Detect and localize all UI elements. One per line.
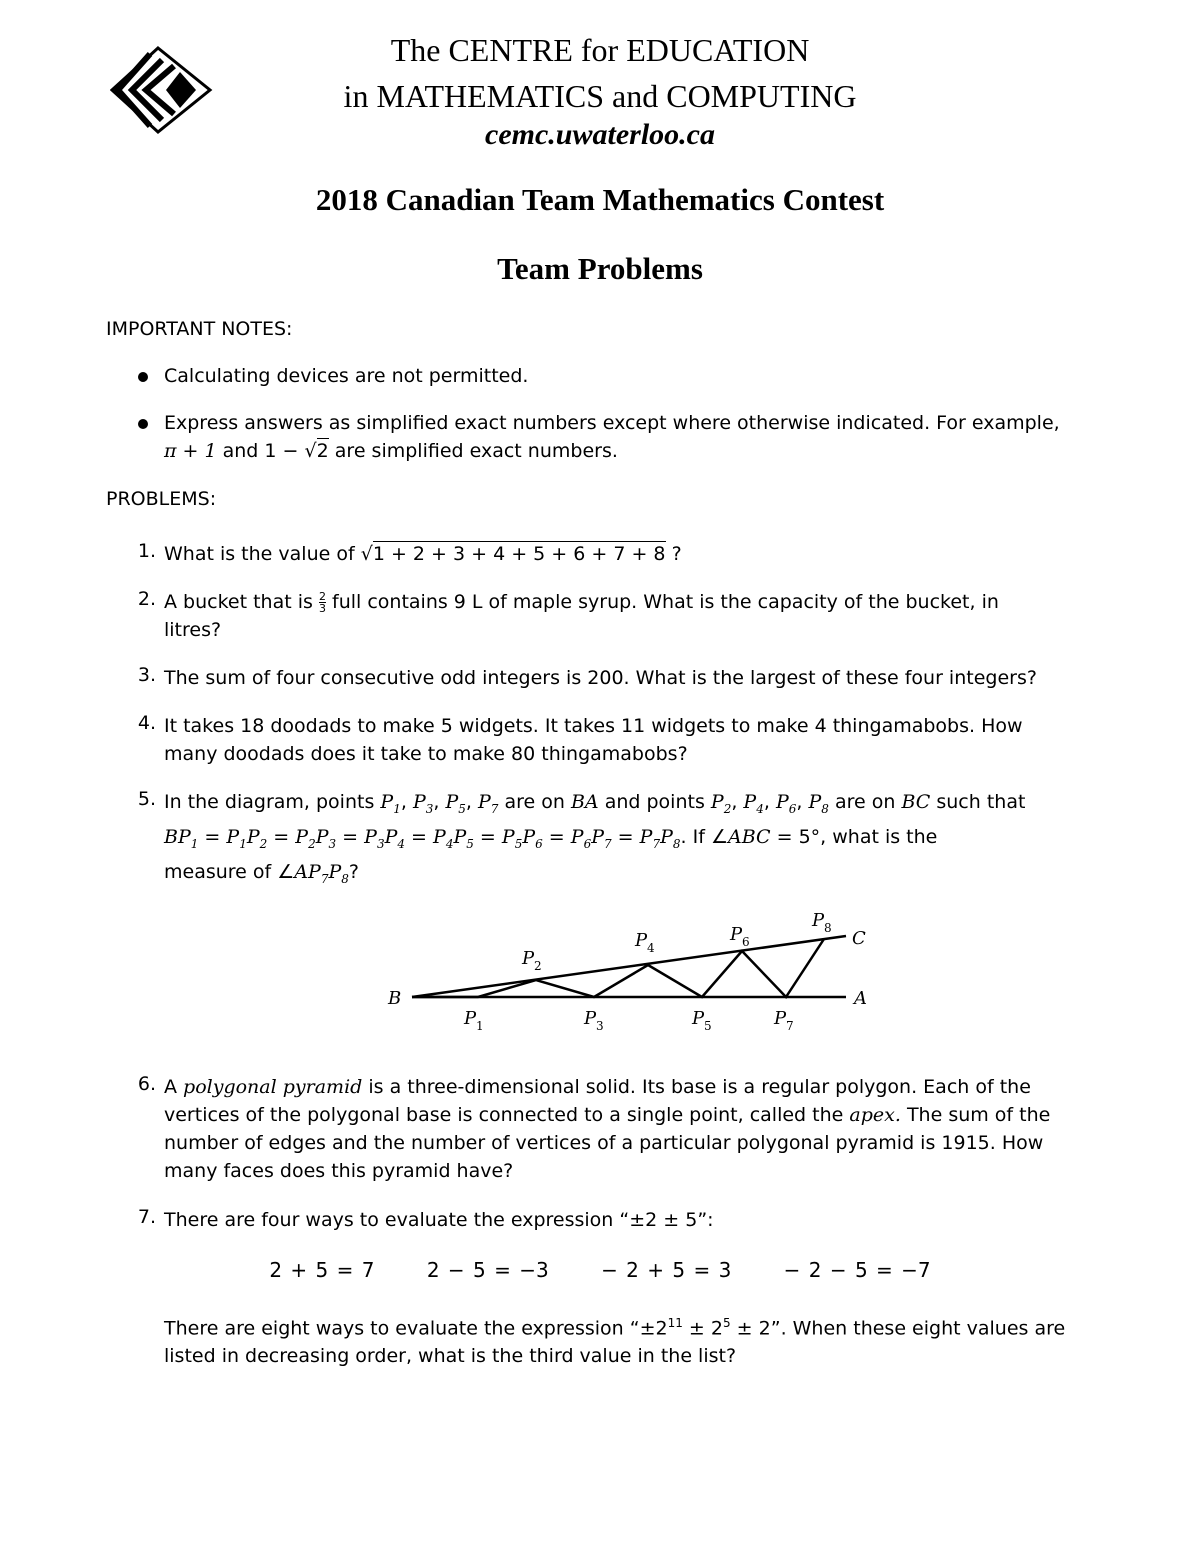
problem-number: 4. <box>137 712 156 734</box>
problem-end: ? <box>671 543 682 565</box>
svg-text:1: 1 <box>476 1019 484 1033</box>
svg-text:6: 6 <box>742 935 750 949</box>
problem-number: 1. <box>137 540 156 562</box>
svg-text:P: P <box>635 930 648 951</box>
problem-number: 5. <box>137 788 156 810</box>
label-b: B <box>388 988 402 1009</box>
svg-text:P: P <box>774 1008 787 1029</box>
problem-text: litres? <box>164 619 222 641</box>
note-text: Express answers as simplified exact numbers except where otherwise indicated. For example, <box>164 412 1060 434</box>
evaluation-list <box>0 1258 1200 1282</box>
note-item: Calculating devices are not permitted. <box>164 365 529 387</box>
point-label-p2 <box>521 948 542 973</box>
point-label-p5 <box>691 1008 712 1033</box>
problem-text: many doodads does it take to make 80 thingamabobs? <box>164 743 688 765</box>
geometry-diagram <box>380 900 880 1040</box>
problem-2 <box>164 588 1109 644</box>
problem-6: A polygonal pyramid is a three-dimensional solid. Its base is a regular polygon. Each of the vertices of the polygonal base is connected to a single point, called the apex. The sum of the number of edges and the number of vertices of a particular polygonal pyramid is 1915. How many faces does this pyramid have? <box>164 1076 1051 1182</box>
point-label-p7 <box>773 1008 794 1033</box>
point-label-p6 <box>729 924 750 949</box>
radicand: 1 + 2 + 3 + 4 + 5 + 6 + 7 + 8 <box>372 543 666 565</box>
problem-4 <box>164 712 1109 768</box>
page-subtitle: Team Problems <box>497 251 703 286</box>
svg-text:5: 5 <box>704 1019 712 1033</box>
example-pi: π + 1 <box>164 440 217 462</box>
notes-heading: IMPORTANT NOTES: <box>106 318 293 340</box>
problem-text: What is the value of <box>164 543 355 565</box>
svg-text:7: 7 <box>786 1019 794 1033</box>
problem-number: 6. <box>137 1073 156 1095</box>
example-one: 1 − <box>264 440 299 462</box>
point-label-p8 <box>811 910 832 935</box>
problem-number: 2. <box>137 588 156 610</box>
problems-heading: PROBLEMS: <box>106 488 217 510</box>
problem-7-intro: There are four ways to evaluate the expression “±2 ± 5”: <box>164 1209 714 1231</box>
problem-text: A bucket that is <box>164 591 313 613</box>
problem-number: 3. <box>137 664 156 686</box>
svg-text:P: P <box>584 1008 597 1029</box>
bullet-icon <box>138 419 148 429</box>
term-apex: apex. <box>849 1104 901 1126</box>
example-tail: are simplified exact numbers. <box>334 440 618 462</box>
contest-title: 2018 Canadian Team Mathematics Contest <box>315 182 885 217</box>
note-item: Express answers as simplified exact numbers except where otherwise indicated. For example, π + 1 and 1 − √2 are simplified exact numbers. <box>164 412 1060 462</box>
evaluation: 2 + 5 = 7 <box>269 1258 375 1282</box>
website-url: cemc.uwaterloo.ca <box>485 118 715 151</box>
evaluation: − 2 − 5 = −7 <box>783 1258 931 1282</box>
fraction: $\frac{2}{3}$ <box>318 590 326 615</box>
term-polygonal-pyramid: polygonal pyramid <box>183 1076 363 1098</box>
point-label-p1 <box>463 1008 484 1033</box>
centre-title-line1: The CENTRE for EDUCATION <box>390 32 810 68</box>
problem-7-question: There are eight ways to evaluate the expression “$\pm 2^{11} \pm 2^5 \pm 2$”. When these eight values are listed in decreasing order, what is the third value in the list? <box>164 1316 1066 1368</box>
svg-text:P: P <box>692 1008 705 1029</box>
svg-text:P: P <box>522 948 535 969</box>
svg-text:P: P <box>730 924 743 945</box>
svg-text:P: P <box>812 910 825 931</box>
point-label-p4 <box>634 930 655 955</box>
label-a: A <box>854 988 867 1009</box>
example-root: 2 <box>316 440 329 462</box>
svg-text:P: P <box>464 1008 477 1029</box>
evaluation: − 2 + 5 = 3 <box>601 1258 732 1282</box>
problem-text: full contains 9 L of maple syrup. What is the capacity of the bucket, in <box>332 591 999 613</box>
svg-text:4: 4 <box>647 941 655 955</box>
evaluation: 2 − 5 = −3 <box>426 1258 549 1282</box>
svg-text:3: 3 <box>596 1019 604 1033</box>
centre-title-line2: in MATHEMATICS and COMPUTING <box>343 78 857 114</box>
problem-3: The sum of four consecutive odd integers is 200. What is the largest of these four integers? <box>164 667 1037 689</box>
svg-text:8: 8 <box>824 921 832 935</box>
label-c: C <box>852 928 866 949</box>
problem-number: 7. <box>137 1206 156 1228</box>
example-and: and <box>222 440 259 462</box>
problem-1: What is the value of √1 + 2 + 3 + 4 + 5 + 6 + 7 + 8 ? <box>164 543 682 565</box>
bullet-icon <box>138 372 148 382</box>
point-label-p3 <box>583 1008 604 1033</box>
line-bc <box>412 936 846 997</box>
problem-text: It takes 18 doodads to make 5 widgets. It takes 11 widgets to make 4 thingamabobs. How <box>164 715 1023 737</box>
problem-5: In the diagram, points $P_1$, $P_3$, $P_5$, $P_7$ are on BA and points $P_2$, $P_4$, $P_6$, $P_8$ are on BC such that $BP_1 = P_1P_2 = P_2P_3 = P_3P_4 = P_4P_5 = P_5P_6 = P_6P_7 = P_7P_8$. If ∠ABC = 5°, what is the measure of $\angle AP_7P_8$? <box>164 791 1026 886</box>
svg-text:2: 2 <box>534 959 542 973</box>
